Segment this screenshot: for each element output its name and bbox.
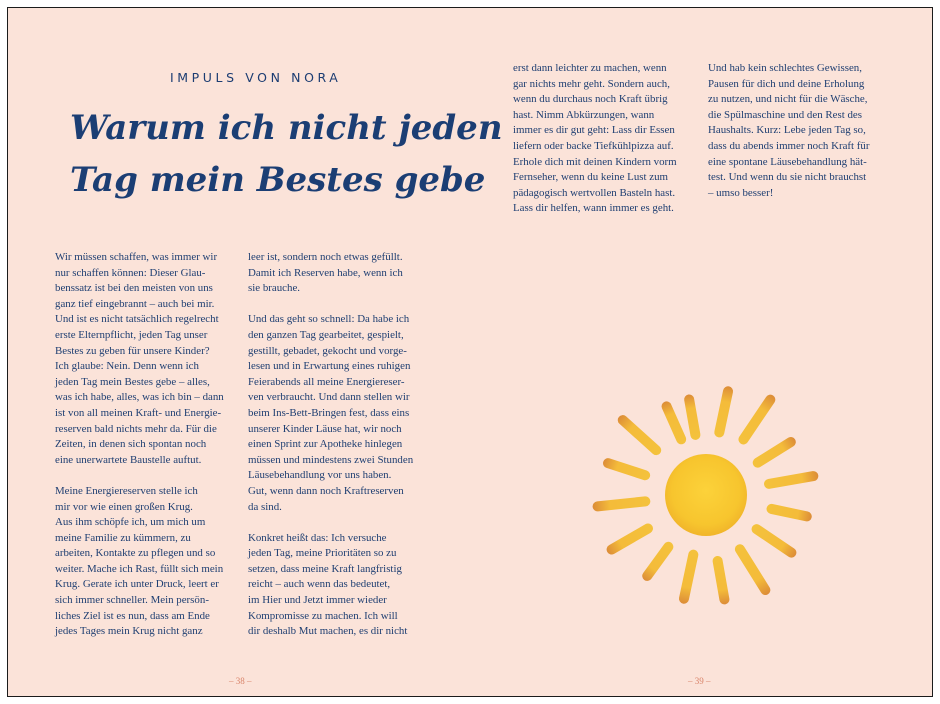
text-line: den ganzen Tag gearbeitet, gespielt, [248,328,404,341]
paragraph [513,61,713,217]
sun-ray [605,522,655,557]
text-line: hast. Nimm Abkürzungen, wann [513,108,655,121]
text-line: einen Sprint zur Apotheke hinlegen [248,438,403,451]
text-line: da sind. [248,500,282,513]
text-line: Pausen für dich und deine Erholung [708,77,865,90]
sun-ray [713,385,734,438]
text-line: Und das geht so schnell: Da habe ich [248,313,410,326]
text-line: Bestes zu geben für unsere Kinder? [55,344,210,357]
text-line: setzen, dass meine Kraft langfristig [248,562,402,575]
paragraph [248,312,448,515]
text-line: sich immer schneller. Mein persön- [55,594,209,607]
text-line: Ich glaube: Nein. Denn wenn ich [55,360,199,373]
text-line: Erhole dich mit deinen Kindern vorm [513,155,677,168]
text-line: beim Ins-Bett-Bringen fest, dass eins [248,406,410,419]
text-line: reserven bald nichts mehr da. Für die [55,422,217,435]
text-line: Zeiten, in denen sich spontan noch [55,438,207,451]
sun-ray [737,393,778,447]
text-line: leer ist, sondern noch etwas gefüllt. [248,251,403,263]
sun-ray [602,457,652,482]
text-line: dass du abends immer noch Kraft für [708,139,870,152]
text-line: Fernseher, wenn du keine Lust zum [513,171,669,184]
text-line: Wir müssen schaffen, was immer wir [55,251,218,263]
sun-ray [750,522,799,559]
text-line: die Spülmaschine und den Rest des [708,108,862,121]
sun-ray [683,394,701,441]
text-line: reicht – auch wenn das bedeutet, [248,578,391,591]
text-line: ganz tief eingebrannt – auch bei mir. [55,297,215,310]
text-line: Kompromisse zu machen. Ich will [248,609,398,622]
text-line: eine spontane Läusebehandlung hät- [708,155,867,168]
sun-disc [665,454,747,536]
text-line: Meine Energiereserven stelle ich [55,484,198,497]
paragraph [248,531,448,640]
paragraph [708,61,908,201]
sun-ray [751,435,798,469]
text-line: immer es dir gut geht: Lass dir Essen [513,124,675,137]
text-line: Krug. Gerate ich unter Druck, leert er [55,578,219,591]
left-column-2 [248,250,448,640]
text-line: jeden Tag, meine Prioritäten so zu [248,547,397,560]
article-kicker: IMPULS VON NORA [170,70,342,85]
text-line: Aus ihm schöpfe ich, um mich um [55,516,206,529]
left-column-1 [55,250,250,640]
sun-ray [766,503,813,522]
text-line: benssatz ist bei den meisten von uns [55,282,213,295]
text-line: müssen und mindestens zwei Stunden [248,453,414,466]
text-line: arbeiten, Kontakte zu pflegen und so [55,547,216,560]
text-line: eine unerwartete Baustelle auftut. [55,453,202,466]
text-line: mir vor wie einen großen Krug. [55,500,193,513]
watercolor-sun-icon [586,365,846,605]
text-line: dir deshalb Mut machen, es dir nicht [248,625,408,638]
text-line: Feierabends all meine Energiereser- [248,375,405,388]
text-line: gestillt, gebadet, gekocht und vorge- [248,344,407,357]
title-line-1: Warum ich nicht jeden [70,108,503,148]
text-line: – umso besser! [708,186,774,199]
right-column-1 [513,61,713,217]
text-line: ist von all meinen Kraft- und Energie- [55,406,222,419]
text-line: jeden Tag mein Bestes gebe – alles, [55,375,210,388]
sun-ray [712,555,730,605]
text-line: ven verbraucht. Und dann stellen wir [248,391,410,404]
article-title [70,102,503,206]
text-line: Läusebehandlung vor uns haben. [248,469,392,482]
sun-ray [592,496,651,512]
text-line: Damit ich Reserven habe, wenn ich [248,266,403,279]
page-number-left: – 38 – [229,676,252,686]
book-spread [7,7,933,697]
sun-ray [660,400,688,446]
text-line: erste Elternpflicht, jeden Tag unser [55,328,208,341]
text-line: sie brauche. [248,282,301,295]
text-line: Und ist es nicht tatsächlich regelrecht [55,313,219,326]
text-line: Lass dir helfen, wann immer es geht. [513,202,674,215]
text-line: Und hab kein schlechtes Gewissen, [708,62,862,74]
page-number-right: – 39 – [688,676,711,686]
sun-ray [640,540,675,583]
paragraph [55,484,250,640]
text-line: unserer Kinder Läuse hat, wir noch [248,422,402,435]
right-column-2 [708,61,908,201]
text-line: lesen und in Erwartung eines ruhigen [248,360,411,373]
text-line: test. Und wenn du sie nicht brauchst [708,171,867,184]
text-line: zu nutzen, und nicht für die Wäsche, [708,93,868,106]
paragraph [248,250,448,297]
text-line: Gut, wenn dann noch Kraftreserven [248,484,404,497]
text-line: erst dann leichter zu machen, wenn [513,62,667,74]
paragraph [55,250,250,468]
sun-ray [733,542,772,596]
text-line: weiter. Mache ich Rast, füllt sich mein [55,562,224,575]
text-line: gar nichts mehr geht. Sondern auch, [513,77,670,90]
title-line-2: Tag mein Bestes gebe [70,160,486,200]
sun-ray [616,413,664,457]
text-line: Haushalts. Kurz: Lebe jeden Tag so, [708,124,866,137]
text-line: meine Familie zu kümmern, zu [55,531,191,544]
text-line: jedes Tages mein Krug nicht ganz [55,625,203,638]
text-line: was ich habe, alles, was ich bin – dann [55,391,224,404]
text-line: Konkret heißt das: Ich versuche [248,531,387,544]
sun-ray [763,470,819,489]
text-line: nur schaffen können: Dieser Glau- [55,266,206,279]
text-line: pädagogisch wertvollen Basteln hast. [513,186,676,199]
text-line: liefern oder backe Tiefkühlpizza auf. [513,139,674,152]
text-line: im Hier und Jetzt immer wieder [248,594,387,607]
text-line: liches Ziel ist es nun, dass am Ende [55,609,210,622]
sun-ray [678,549,699,605]
text-line: wenn du durchaus noch Kraft übrig [513,93,668,106]
